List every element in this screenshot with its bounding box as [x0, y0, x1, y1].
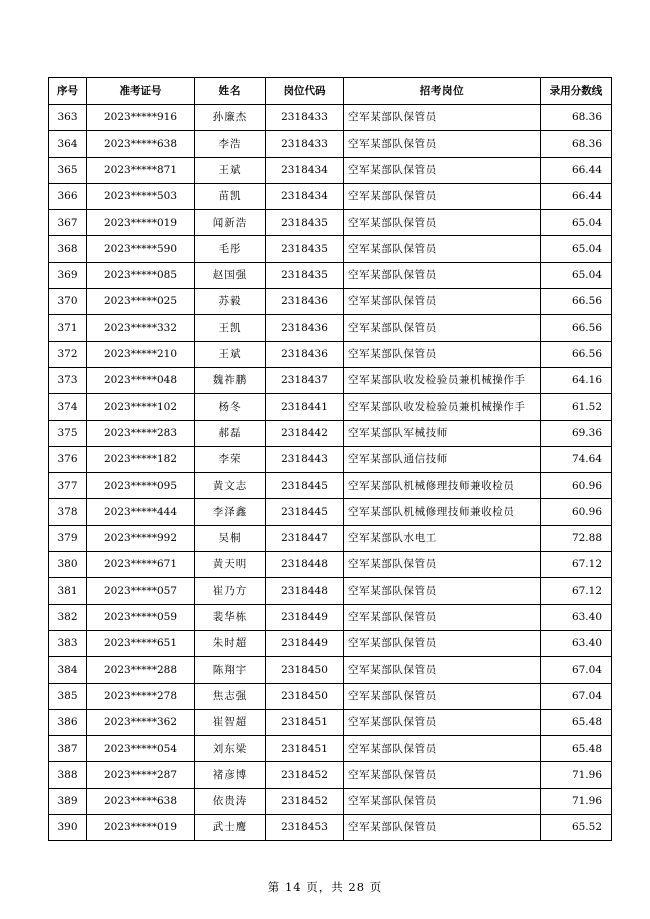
cell-position-code: 2318436	[266, 289, 344, 315]
cell-exam-number: 2023*****025	[87, 289, 195, 315]
cell-name: 褚彦博	[195, 762, 266, 788]
cell-position: 空军某部队保管员	[344, 210, 541, 236]
cell-score: 67.12	[541, 578, 612, 604]
cell-position: 空军某部队保管员	[344, 315, 541, 341]
cell-score: 72.88	[541, 525, 612, 551]
cell-score: 69.36	[541, 420, 612, 446]
cell-position: 空军某部队保管员	[344, 341, 541, 367]
cell-index: 383	[49, 630, 87, 656]
cell-exam-number: 2023*****287	[87, 762, 195, 788]
cell-index: 379	[49, 525, 87, 551]
cell-name: 李泽鑫	[195, 499, 266, 525]
table-row	[49, 262, 612, 288]
cell-index: 386	[49, 709, 87, 735]
cell-name: 毛彤	[195, 236, 266, 262]
cell-name: 黄文志	[195, 473, 266, 499]
cell-score: 65.04	[541, 236, 612, 262]
cell-position: 空军某部队军械技师	[344, 420, 541, 446]
cell-position: 空军某部队保管员	[344, 157, 541, 183]
table-row	[49, 157, 612, 183]
cell-index: 378	[49, 499, 87, 525]
cell-position-code: 2318434	[266, 183, 344, 209]
cell-score: 63.40	[541, 604, 612, 630]
cell-exam-number: 2023*****590	[87, 236, 195, 262]
cell-name: 裴华栋	[195, 604, 266, 630]
table-row	[49, 210, 612, 236]
cell-position-code: 2318435	[266, 262, 344, 288]
cell-exam-number: 2023*****638	[87, 788, 195, 814]
table-header-row	[49, 78, 612, 105]
cell-score: 66.56	[541, 315, 612, 341]
header-index: 序号	[49, 78, 87, 105]
cell-position: 空军某部队水电工	[344, 525, 541, 551]
cell-position-code: 2318435	[266, 210, 344, 236]
cell-score: 65.48	[541, 736, 612, 762]
table-row	[49, 394, 612, 420]
cell-score: 67.04	[541, 683, 612, 709]
table-row	[49, 236, 612, 262]
cell-position: 空军某部队机械修理技师兼收检员	[344, 499, 541, 525]
cell-position-code: 2318441	[266, 394, 344, 420]
cell-position-code: 2318451	[266, 709, 344, 735]
cell-name: 王凯	[195, 315, 266, 341]
cell-exam-number: 2023*****638	[87, 131, 195, 157]
cell-index: 376	[49, 446, 87, 472]
cell-exam-number: 2023*****871	[87, 157, 195, 183]
table-row	[49, 473, 612, 499]
cell-exam-number: 2023*****444	[87, 499, 195, 525]
cell-name: 武士鹰	[195, 815, 266, 841]
cell-position-code: 2318436	[266, 341, 344, 367]
cell-score: 65.04	[541, 262, 612, 288]
cell-index: 385	[49, 683, 87, 709]
cell-position: 空军某部队保管员	[344, 683, 541, 709]
cell-position-code: 2318451	[266, 736, 344, 762]
cell-index: 372	[49, 341, 87, 367]
cell-position-code: 2318435	[266, 236, 344, 262]
cell-position-code: 2318449	[266, 604, 344, 630]
footer-suffix: 页	[365, 880, 383, 894]
cell-index: 384	[49, 657, 87, 683]
cell-name: 王斌	[195, 157, 266, 183]
cell-position: 空军某部队保管员	[344, 736, 541, 762]
cell-score: 61.52	[541, 394, 612, 420]
cell-score: 65.52	[541, 815, 612, 841]
cell-exam-number: 2023*****916	[87, 105, 195, 131]
cell-exam-number: 2023*****992	[87, 525, 195, 551]
footer-page-number: 14	[284, 880, 302, 894]
cell-score: 67.12	[541, 552, 612, 578]
footer-middle: 页，共	[301, 880, 349, 894]
cell-index: 375	[49, 420, 87, 446]
table-row	[49, 683, 612, 709]
cell-name: 李荣	[195, 446, 266, 472]
cell-position: 空军某部队保管员	[344, 630, 541, 656]
cell-index: 367	[49, 210, 87, 236]
cell-position: 空军某部队保管员	[344, 762, 541, 788]
cell-name: 苏毅	[195, 289, 266, 315]
cell-exam-number: 2023*****019	[87, 210, 195, 236]
cell-position: 空军某部队保管员	[344, 815, 541, 841]
cell-name: 依贵涛	[195, 788, 266, 814]
cell-exam-number: 2023*****283	[87, 420, 195, 446]
cell-score: 71.96	[541, 788, 612, 814]
cell-score: 60.96	[541, 499, 612, 525]
cell-name: 崔智超	[195, 709, 266, 735]
cell-name: 朱时超	[195, 630, 266, 656]
cell-position: 空军某部队保管员	[344, 262, 541, 288]
cell-exam-number: 2023*****054	[87, 736, 195, 762]
cell-exam-number: 2023*****019	[87, 815, 195, 841]
cell-exam-number: 2023*****057	[87, 578, 195, 604]
page-footer	[0, 879, 650, 895]
cell-position: 空军某部队收发检验员兼机械操作手	[344, 367, 541, 393]
cell-index: 381	[49, 578, 87, 604]
cell-exam-number: 2023*****671	[87, 552, 195, 578]
cell-name: 杨冬	[195, 394, 266, 420]
cell-score: 68.36	[541, 105, 612, 131]
cell-score: 71.96	[541, 762, 612, 788]
cell-index: 370	[49, 289, 87, 315]
cell-position-code: 2318448	[266, 552, 344, 578]
cell-position-code: 2318452	[266, 762, 344, 788]
table-row	[49, 657, 612, 683]
cell-name: 闻新浩	[195, 210, 266, 236]
cell-position-code: 2318436	[266, 315, 344, 341]
table-row	[49, 183, 612, 209]
cell-exam-number: 2023*****651	[87, 630, 195, 656]
footer-total-pages: 28	[348, 880, 366, 894]
cell-exam-number: 2023*****362	[87, 709, 195, 735]
cell-position: 空军某部队保管员	[344, 131, 541, 157]
cell-position: 空军某部队保管员	[344, 183, 541, 209]
cell-position-code: 2318433	[266, 105, 344, 131]
cell-index: 373	[49, 367, 87, 393]
cell-exam-number: 2023*****182	[87, 446, 195, 472]
header-score: 录用分数线	[541, 78, 612, 105]
cell-index: 366	[49, 183, 87, 209]
cell-name: 苗凯	[195, 183, 266, 209]
cell-score: 66.44	[541, 157, 612, 183]
cell-index: 388	[49, 762, 87, 788]
table-row	[49, 105, 612, 131]
table-row	[49, 788, 612, 814]
cell-exam-number: 2023*****503	[87, 183, 195, 209]
cell-name: 焦志强	[195, 683, 266, 709]
cell-exam-number: 2023*****102	[87, 394, 195, 420]
cell-position-code: 2318433	[266, 131, 344, 157]
cell-position: 空军某部队保管员	[344, 788, 541, 814]
cell-name: 孙廉杰	[195, 105, 266, 131]
cell-position-code: 2318449	[266, 630, 344, 656]
cell-position-code: 2318447	[266, 525, 344, 551]
cell-score: 74.64	[541, 446, 612, 472]
cell-index: 374	[49, 394, 87, 420]
cell-name: 黄天明	[195, 552, 266, 578]
cell-exam-number: 2023*****048	[87, 367, 195, 393]
cell-score: 68.36	[541, 131, 612, 157]
cell-position-code: 2318450	[266, 657, 344, 683]
cell-score: 66.56	[541, 289, 612, 315]
cell-exam-number: 2023*****210	[87, 341, 195, 367]
cell-position-code: 2318450	[266, 683, 344, 709]
cell-index: 377	[49, 473, 87, 499]
header-name: 姓名	[195, 78, 266, 105]
cell-index: 369	[49, 262, 87, 288]
cell-score: 63.40	[541, 630, 612, 656]
table-row	[49, 815, 612, 841]
cell-position-code: 2318452	[266, 788, 344, 814]
table-row	[49, 131, 612, 157]
cell-name: 魏祚鹏	[195, 367, 266, 393]
table-row	[49, 341, 612, 367]
cell-position: 空军某部队保管员	[344, 578, 541, 604]
table-row	[49, 420, 612, 446]
table-body	[49, 105, 612, 841]
cell-position-code: 2318445	[266, 499, 344, 525]
cell-name: 崔乃方	[195, 578, 266, 604]
footer-prefix: 第	[267, 880, 285, 894]
cell-index: 382	[49, 604, 87, 630]
cell-position: 空军某部队保管员	[344, 604, 541, 630]
cell-position-code: 2318453	[266, 815, 344, 841]
cell-position: 空军某部队保管员	[344, 105, 541, 131]
table-row	[49, 289, 612, 315]
table-row	[49, 630, 612, 656]
header-position-code: 岗位代码	[266, 78, 344, 105]
cell-exam-number: 2023*****085	[87, 262, 195, 288]
cell-index: 387	[49, 736, 87, 762]
cell-name: 刘东梁	[195, 736, 266, 762]
table-row	[49, 762, 612, 788]
cell-index: 368	[49, 236, 87, 262]
cell-index: 371	[49, 315, 87, 341]
cell-score: 60.96	[541, 473, 612, 499]
cell-index: 390	[49, 815, 87, 841]
table-row	[49, 499, 612, 525]
cell-position-code: 2318448	[266, 578, 344, 604]
cell-exam-number: 2023*****278	[87, 683, 195, 709]
cell-position: 空军某部队通信技师	[344, 446, 541, 472]
cell-exam-number: 2023*****332	[87, 315, 195, 341]
cell-score: 66.44	[541, 183, 612, 209]
cell-index: 364	[49, 131, 87, 157]
cell-index: 363	[49, 105, 87, 131]
table-row	[49, 446, 612, 472]
cell-position: 空军某部队保管员	[344, 657, 541, 683]
cell-score: 67.04	[541, 657, 612, 683]
cell-name: 郝磊	[195, 420, 266, 446]
cell-name: 吴桐	[195, 525, 266, 551]
table-row	[49, 315, 612, 341]
cell-score: 66.56	[541, 341, 612, 367]
header-position: 招考岗位	[344, 78, 541, 105]
cell-name: 陈翔宇	[195, 657, 266, 683]
cell-exam-number: 2023*****095	[87, 473, 195, 499]
cell-name: 李浩	[195, 131, 266, 157]
cell-position-code: 2318437	[266, 367, 344, 393]
table-row	[49, 736, 612, 762]
cell-position: 空军某部队保管员	[344, 289, 541, 315]
cell-score: 65.48	[541, 709, 612, 735]
header-exam-number: 准考证号	[87, 78, 195, 105]
cell-position-code: 2318443	[266, 446, 344, 472]
table-row	[49, 367, 612, 393]
table-row	[49, 552, 612, 578]
cell-index: 380	[49, 552, 87, 578]
cell-name: 王斌	[195, 341, 266, 367]
table-row	[49, 709, 612, 735]
cell-position: 空军某部队保管员	[344, 552, 541, 578]
cell-position: 空军某部队保管员	[344, 236, 541, 262]
cell-index: 365	[49, 157, 87, 183]
cell-position: 空军某部队保管员	[344, 709, 541, 735]
cell-exam-number: 2023*****059	[87, 604, 195, 630]
results-table	[48, 77, 612, 841]
cell-position-code: 2318442	[266, 420, 344, 446]
cell-score: 64.16	[541, 367, 612, 393]
cell-index: 389	[49, 788, 87, 814]
table-row	[49, 604, 612, 630]
table-row	[49, 525, 612, 551]
cell-position-code: 2318434	[266, 157, 344, 183]
cell-score: 65.04	[541, 210, 612, 236]
cell-name: 赵国强	[195, 262, 266, 288]
cell-position: 空军某部队机械修理技师兼收检员	[344, 473, 541, 499]
cell-exam-number: 2023*****288	[87, 657, 195, 683]
table-row	[49, 578, 612, 604]
cell-position-code: 2318445	[266, 473, 344, 499]
cell-position: 空军某部队收发检验员兼机械操作手	[344, 394, 541, 420]
